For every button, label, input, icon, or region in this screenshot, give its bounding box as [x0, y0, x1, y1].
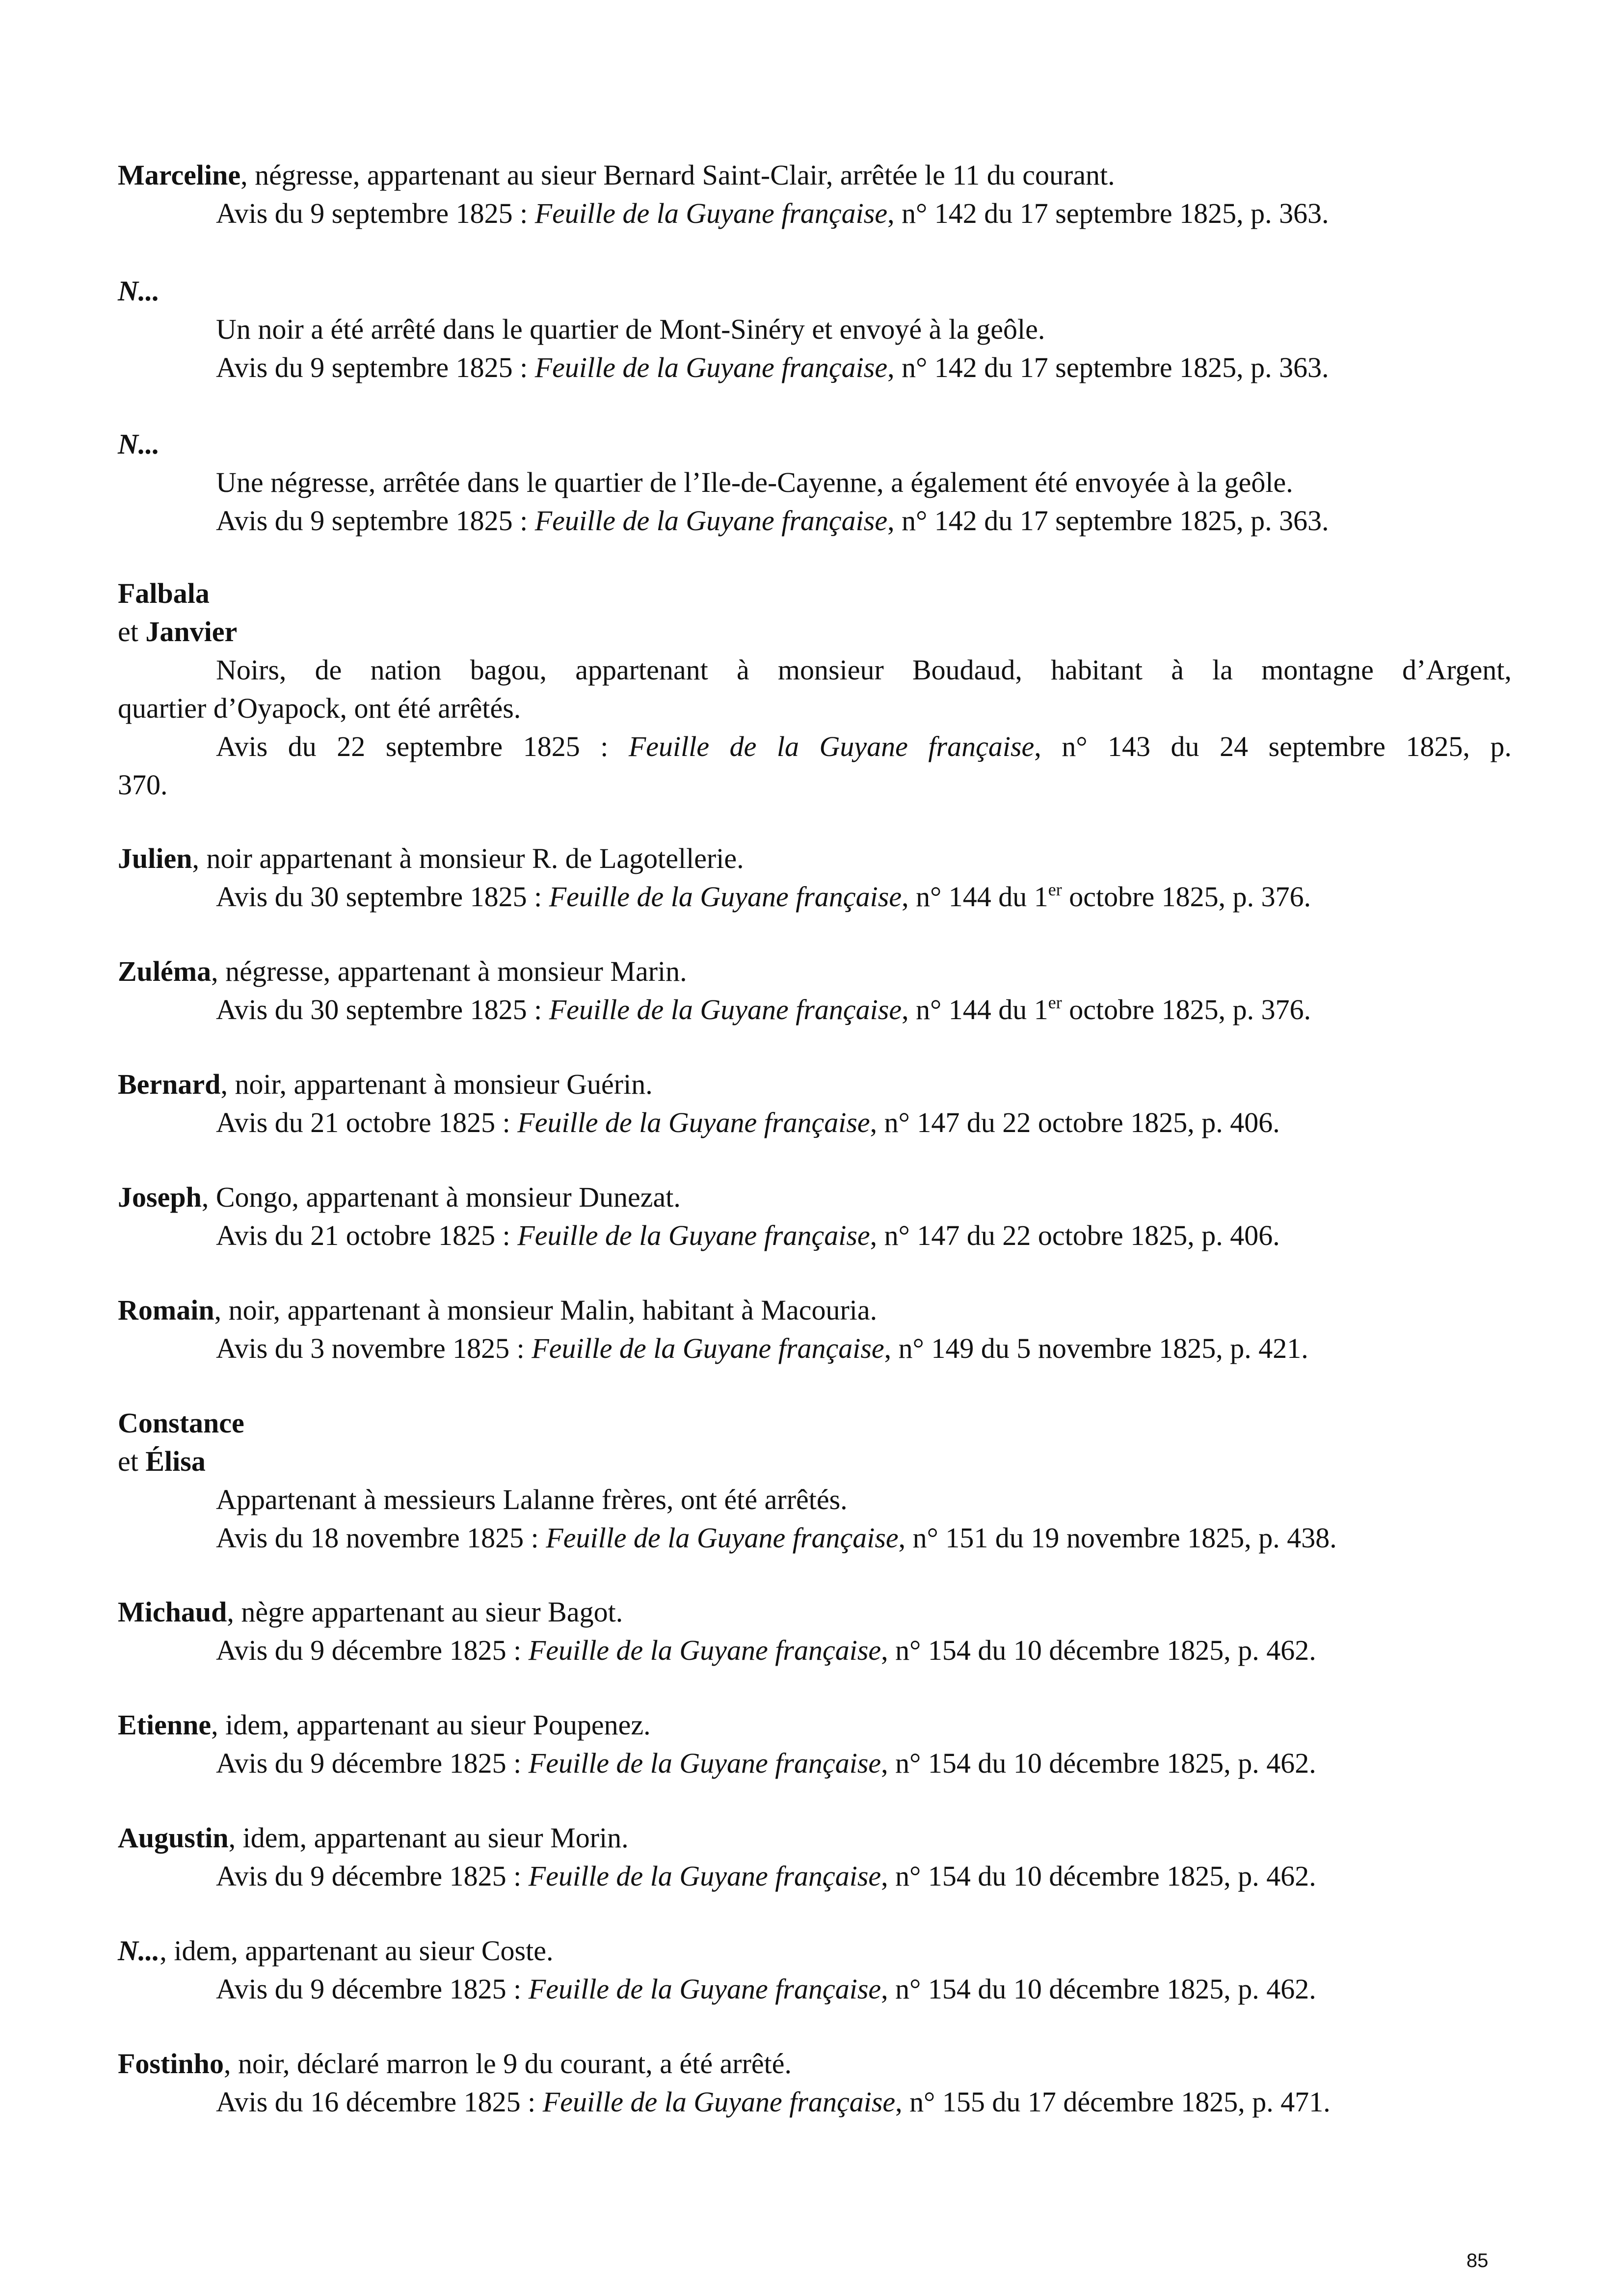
source-journal: Feuille de la Guyane française [517, 1107, 870, 1138]
source-issue: , n° 149 du 5 novembre 1825, p. 421. [884, 1332, 1308, 1364]
entry-name: N... [118, 428, 160, 460]
entry-description: , Congo, appartenant à monsieur Dunezat. [201, 1181, 681, 1213]
entry-name-2: Janvier [145, 616, 238, 648]
entry-conjunction: et [118, 616, 146, 648]
source-issue: , n° 155 du 17 décembre 1825, p. 471. [895, 2086, 1330, 2118]
entry-description: , nègre appartenant au sieur Bagot. [227, 1596, 623, 1628]
entry-unknown-2 [118, 425, 1512, 540]
entry-source [118, 1104, 1512, 1142]
entry-heading [118, 156, 1512, 194]
source-issue: , n° 147 du 22 octobre 1825, p. 406. [870, 1219, 1280, 1251]
source-journal: Feuille de la Guyane française [528, 1634, 881, 1666]
source-journal: Feuille de la Guyane française [534, 505, 888, 537]
source-issue-cont: octobre 1825, p. 376. [1062, 994, 1311, 1026]
source-date: Avis du 9 décembre 1825 : [216, 1747, 529, 1779]
source-journal: Feuille de la Guyane française [542, 2086, 896, 2118]
source-date: Avis du 22 septembre 1825 : [216, 730, 629, 762]
source-journal: Feuille de la Guyane française [528, 1747, 881, 1779]
entry-conjunction: et [118, 1445, 146, 1477]
entry-source [118, 1329, 1512, 1368]
source-superscript: er [1048, 880, 1062, 899]
source-issue: , n° 154 du 10 décembre 1825, p. 462. [881, 1634, 1316, 1666]
source-journal: Feuille de la Guyane française [532, 1332, 884, 1364]
entry-description: Noirs, de nation bagou, appartenant à monsieur Boudaud, habitant à la montagne d’Argent, [216, 654, 1512, 686]
source-issue-cont: octobre 1825, p. 376. [1062, 881, 1311, 913]
source-issue: , n° 147 du 22 octobre 1825, p. 406. [870, 1107, 1280, 1138]
source-date: Avis du 21 octobre 1825 : [216, 1219, 518, 1251]
source-issue: , n° 154 du 10 décembre 1825, p. 462. [881, 1973, 1316, 2005]
document-page [118, 0, 1512, 2296]
entry-source-cont: 370. [118, 769, 168, 801]
entry-name: Etienne [118, 1709, 212, 1741]
source-issue: , n° 144 du 1 [902, 881, 1048, 913]
entry-name: N... [118, 275, 160, 307]
entry-joseph [118, 1178, 1512, 1255]
source-journal: Feuille de la Guyane française [528, 1973, 881, 2005]
page-number: 85 [1466, 2250, 1489, 2271]
source-journal: Feuille de la Guyane française [534, 197, 888, 229]
entry-source [118, 349, 1512, 387]
entry-description: , négresse, appartenant à monsieur Marin. [211, 955, 687, 987]
entry-unknown-3 [118, 1932, 1512, 2008]
entry-falbala-janvier [118, 574, 1512, 804]
entry-name: Augustin [118, 1822, 229, 1854]
entry-description: , idem, appartenant au sieur Poupenez. [211, 1709, 651, 1741]
entry-description: Une négresse, arrêtée dans le quartier de l’Ile-de-Cayenne, a également été envoyée à la geôle. [216, 466, 1293, 498]
source-journal: Feuille de la Guyane française [534, 351, 888, 383]
entry-name: Romain [118, 1294, 214, 1326]
entry-description: , idem, appartenant au sieur Morin. [228, 1822, 629, 1854]
entry-description: , noir, déclaré marron le 9 du courant, a été arrêté. [223, 2048, 792, 2080]
entry-augustin [118, 1819, 1512, 1895]
source-journal: Feuille de la Guyane française [549, 994, 902, 1026]
source-date: Avis du 9 septembre 1825 : [216, 505, 535, 537]
entry-source [118, 1631, 1512, 1670]
entry-source [118, 1216, 1512, 1255]
entry-name: Joseph [118, 1181, 202, 1213]
source-issue: , n° 154 du 10 décembre 1825, p. 462. [881, 1860, 1316, 1892]
source-date: Avis du 3 novembre 1825 : [216, 1332, 532, 1364]
entry-description: Un noir a été arrêté dans le quartier de Mont-Sinéry et envoyé à la geôle. [216, 313, 1045, 345]
entry-bernard [118, 1065, 1512, 1142]
entry-source [118, 1744, 1512, 1783]
source-date: Avis du 9 décembre 1825 : [216, 1973, 529, 2005]
entry-romain [118, 1291, 1512, 1368]
entry-description: , négresse, appartenant au sieur Bernard Saint-Clair, arrêtée le 11 du courant. [240, 159, 1115, 191]
entry-name: Constance [118, 1407, 244, 1439]
entry-marceline [118, 156, 1512, 233]
source-date: Avis du 9 septembre 1825 : [216, 351, 535, 383]
entry-source [118, 194, 1512, 233]
source-date: Avis du 21 octobre 1825 : [216, 1107, 518, 1138]
source-issue: , n° 144 du 1 [902, 994, 1048, 1026]
source-issue: , n° 142 du 17 septembre 1825, p. 363. [887, 351, 1329, 383]
entry-description: , noir appartenant à monsieur R. de Lagotellerie. [192, 842, 744, 874]
source-date: Avis du 30 septembre 1825 : [216, 881, 549, 913]
entry-name: Bernard [118, 1068, 221, 1100]
entry-description-cont: quartier d’Oyapock, ont été arrêtés. [118, 692, 521, 724]
entry-name: Michaud [118, 1596, 227, 1628]
entry-name: Zuléma [118, 955, 212, 987]
entry-michaud [118, 1593, 1512, 1670]
source-journal: Feuille de la Guyane française [528, 1860, 881, 1892]
entry-description: , noir, appartenant à monsieur Malin, habitant à Macouria. [214, 1294, 878, 1326]
entry-source [118, 878, 1512, 916]
entry-fostinho [118, 2045, 1512, 2121]
source-issue: , n° 154 du 10 décembre 1825, p. 462. [881, 1747, 1316, 1779]
entry-source [118, 991, 1512, 1029]
entry-name-2: Élisa [145, 1445, 206, 1477]
entry-unknown-1 [118, 272, 1512, 387]
source-date: Avis du 16 décembre 1825 : [216, 2086, 543, 2118]
source-journal: Feuille de la Guyane française [546, 1522, 899, 1554]
source-date: Avis du 9 septembre 1825 : [216, 197, 535, 229]
source-journal: Feuille de la Guyane française [549, 881, 902, 913]
source-journal: Feuille de la Guyane française [517, 1219, 870, 1251]
source-issue: , n° 142 du 17 septembre 1825, p. 363. [887, 505, 1329, 537]
source-date: Avis du 30 septembre 1825 : [216, 994, 549, 1026]
source-issue: , n° 143 du 24 septembre 1825, p. [1034, 730, 1512, 762]
source-issue: , n° 142 du 17 septembre 1825, p. 363. [887, 197, 1329, 229]
entry-etienne [118, 1706, 1512, 1783]
entry-source [118, 2083, 1512, 2121]
entry-source [118, 728, 1512, 766]
entry-source [118, 1519, 1512, 1557]
source-date: Avis du 18 novembre 1825 : [216, 1522, 546, 1554]
entry-description: Appartenant à messieurs Lalanne frères, ont été arrêtés. [216, 1484, 848, 1515]
source-issue: , n° 151 du 19 novembre 1825, p. 438. [898, 1522, 1337, 1554]
entry-source [118, 1857, 1512, 1895]
source-date: Avis du 9 décembre 1825 : [216, 1634, 529, 1666]
entry-description: , idem, appartenant au sieur Coste. [160, 1935, 554, 1967]
entry-name: Julien [118, 842, 192, 874]
entry-julien [118, 839, 1512, 916]
entry-name: N... [118, 1935, 160, 1967]
entry-name: Falbala [118, 577, 210, 609]
entry-name: Fostinho [118, 2048, 224, 2080]
entry-constance-elisa [118, 1404, 1512, 1557]
entry-name: Marceline [118, 159, 241, 191]
source-superscript: er [1048, 993, 1062, 1012]
entry-source [118, 1970, 1512, 2008]
entry-source [118, 502, 1512, 540]
source-date: Avis du 9 décembre 1825 : [216, 1860, 529, 1892]
entry-zulema [118, 952, 1512, 1029]
source-journal: Feuille de la Guyane française [628, 730, 1035, 762]
entry-description: , noir, appartenant à monsieur Guérin. [220, 1068, 653, 1100]
